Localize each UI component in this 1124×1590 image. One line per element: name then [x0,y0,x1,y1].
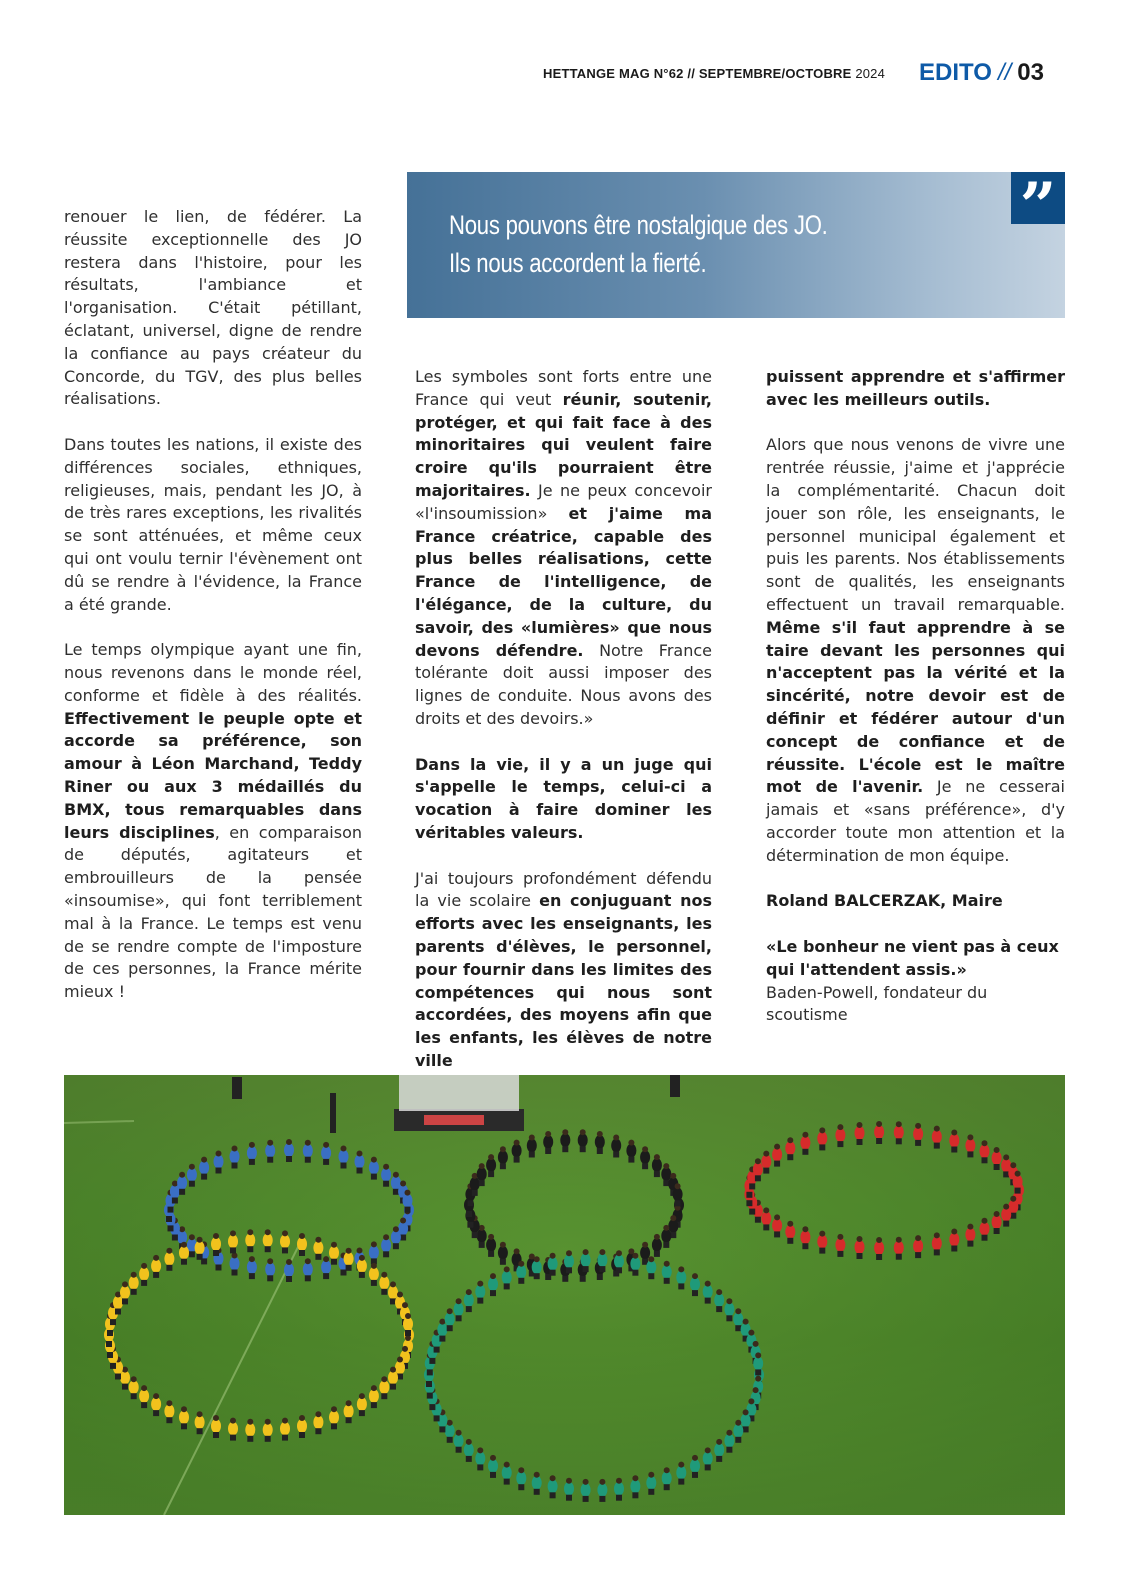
page-header [400,56,1044,90]
paragraph [415,754,712,845]
paragraph: Les symboles sont forts entre une France qui veut réunir, soutenir, protéger, et qui fait face à des minoritaires qui veulent faire croire qu'ils pourraient être majoritaires. Je ne peux concevoir «l'insoumission» et j'aime ma France créatrice, capable des plus belles réalisations, cette France de l'intelligence, de l'élégance, de la culture, du savoir, des «lumières» que nous devons défendre. Notre France tolérante doit aussi imposer des lignes de conduite. Nous avons des droits et des devoirs.» [415,367,713,728]
signature: Roland BALCERZAK, Maire [766,891,1003,911]
section-title [919,59,1044,87]
bold-text: Même s'il faut apprendre à se taire devant les personnes qui n'acceptent pas la vérité et la sincérité, notre devoir est de définir et fédérer autour d'un concept de confiance et de réussite. L'école est le maître mot de l'avenir. [766,617,1065,797]
citation-text: «Le bonheur ne vient pas à ceux qui l'attendent assis.» [766,936,1059,979]
olympic-rings-photo [64,1075,1065,1515]
citation-author: Baden-Powell, fondateur du scoutisme [766,982,988,1025]
closing-quote [766,936,1065,1027]
paragraph: Le temps olympique ayant une fin, nous revenons dans le monde réel, conforme et fidèle à des réalités. Effectivement le peuple opte et accorde sa préférence, son amour à Léon Marchand, Teddy Riner ou aux 3 médaillés du BMX, tous remarquables dans leurs disciplines, en comparaison de députés, agitateurs et embrouilleurs de la pensée «insoumise», qui font terriblement mal à la France. Le temps est venu de se rendre compte de l'imposture de ces personnes, la France mérite mieux ! [64,640,363,1002]
magazine-issue: HETTANGE MAG N°62 // SEPTEMBRE/OCTOBRE [543,65,852,81]
olympic-rings-children-photo-icon [64,1075,1065,1515]
article-column-1 [64,206,362,1027]
bold-text: et j'aime ma France créatrice, capable des plus belles réalisations, cette France de l'intelligence, de l'élégance, de la culture, du savoir, des «lumières» que nous devons défendre. [415,503,713,660]
pull-quote-text [449,206,875,282]
page-number: 03 [1017,59,1044,86]
pull-quote-line-1: Nous pouvons être nostalgique des JO. [449,210,828,240]
bold-text: en conjuguant nos efforts avec les enseignants, les parents d'élèves, le personnel, pour fournir dans les limites des compétences qui nous sont accordées, des moyens afin que les enfants, les élèves de notre ville [415,891,712,1070]
paragraph: renouer le lien, de fédérer. La réussite exceptionnelle des JO restera dans l'histoire, pour les résultats, l'ambiance et l'organisation. C'était pétillant, éclatant, universel, digne de rendre la confiance au pays créateur du Concorde, du TGV, des plus belles réalisations. [64,207,362,409]
bold-text: puissent apprendre et s'affirmer avec les meilleurs outils. [766,367,1065,409]
bold-text: réunir, soutenir, protéger, et qui fait face à des minoritaires qui veulent faire croire qu'ils pourraient être majoritaires. [415,389,712,500]
quote-mark-icon: ” [1011,172,1065,224]
issue-label [543,66,885,81]
paragraph [766,366,1065,412]
paragraph: J'ai toujours profondément défendu la vie scolaire en conjuguant nos efforts avec les enseignants, les parents d'élèves, le personnel, pour fournir dans les limites des compétences qui nous sont accordées, des moyens afin que les enfants, les élèves de notre ville [415,868,712,1070]
pull-quote-line-2: Ils nous accordent la fierté. [449,248,707,278]
paragraph: Alors que nous venons de vivre une rentrée réussie, j'aime et j'apprécie la complémentarité. Chacun doit jouer son rôle, les enseignants, le personnel municipal également et puis les parents. Nos établissements sont de qualités, les enseignants effectuent un travail remarquable. Même s'il faut apprendre à se taire devant les personnes qui n'acceptent pas la vérité et la sincérité, notre devoir est de définir et fédérer autour d'un concept de confiance et de réussite. L'école est le maître mot de l'avenir. Je ne cesserai jamais et «sans préférence», d'y accorder toute mon attention et la détermination de mon équipe. [766,435,1065,865]
bold-text: Dans la vie, il y a un juge qui s'appelle le temps, celui-ci a vocation à faire dominer les véritables valeurs. [415,754,712,842]
bold-text: Effectivement le peuple opte et accorde sa préférence, son amour à Léon Marchand, Teddy Riner ou aux 3 médaillés du BMX, tous remarquables dans leurs disciplines [64,708,362,842]
issue-year: 2024 [855,65,886,81]
article-column-3 [766,366,1065,1050]
paragraph: Dans toutes les nations, il existe des différences sociales, ethniques, religieuses, mais, pendant les JO, à de très rares exceptions, les rivalités se sont atténuées, et même ceux qui ont voulu ternir l'évènement ont dû se rendre à l'évidence, la France a été grande. [64,434,362,614]
section-name: EDITO [919,59,992,86]
section-separator: // [997,59,1012,86]
article-column-2 [415,366,712,1096]
pull-quote-box [407,169,1065,318]
